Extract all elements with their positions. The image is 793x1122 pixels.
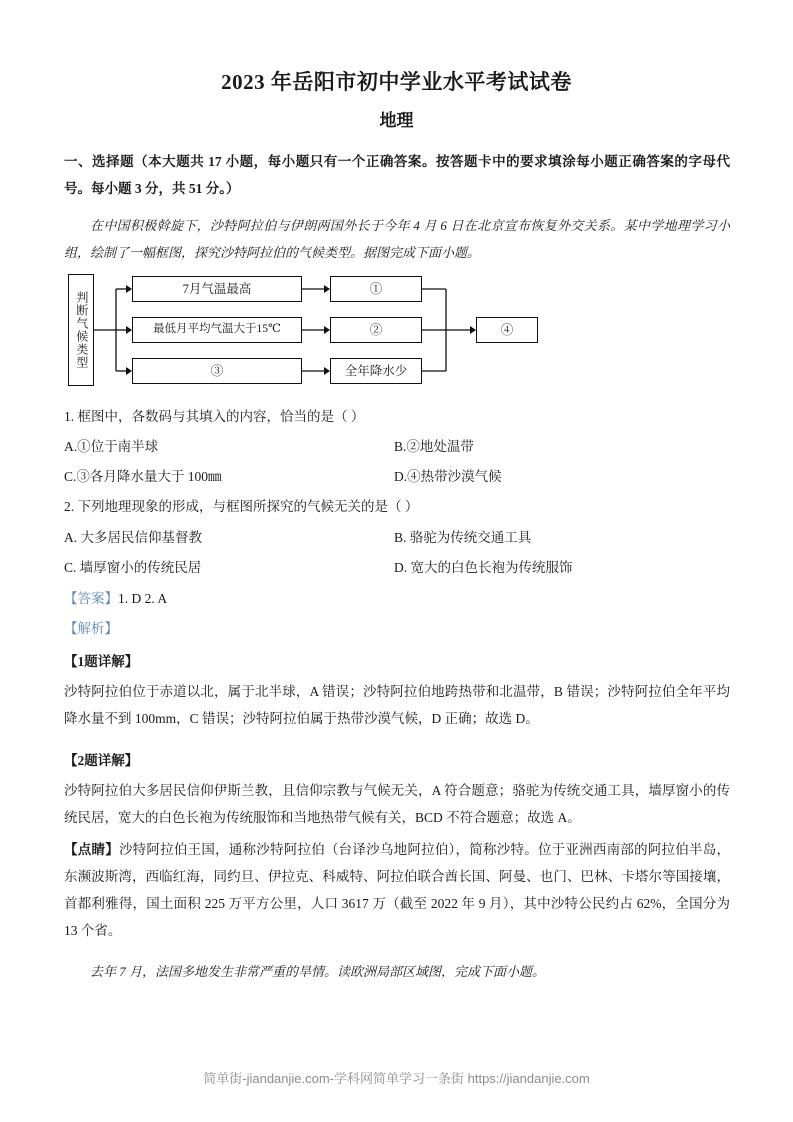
question-2-options-row-1 xyxy=(64,524,730,551)
flowchart-final-box: ④ xyxy=(476,317,538,343)
detail-2-label: 【2题详解】 xyxy=(64,753,139,768)
question-1-options-row-1 xyxy=(64,433,730,460)
subject-title: 地理 xyxy=(379,111,414,130)
section-heading: 一、选择题（本大题共 17 小题，每小题只有一个正确答案。按答题卡中的要求填涂每小题正确答案的字母代号。每小题 3 分，共 51 分。） xyxy=(64,154,730,196)
flowchart-mid-box-1: 7月气温最高 xyxy=(132,276,302,302)
flowchart-mid-box-3: ③ xyxy=(132,358,302,384)
question-2-options-row-2 xyxy=(64,554,730,581)
passage-1: 在中国积极斡旋下，沙特阿拉伯与伊朗两国外长于今年 4 月 6 日在北京宣布恢复外交关系。某中学地理学习小组，绘制了一幅框图，探究沙特阿拉伯的气候类型。据图完成下面小题。 xyxy=(64,218,730,260)
question-1-option-d[interactable]: D.④热带沙漠气候 xyxy=(394,469,502,484)
answer-label: 【答案】 xyxy=(64,591,118,606)
flowchart-right-box-3: 全年降水少 xyxy=(330,358,422,384)
flowchart-right-box-2: ② xyxy=(330,317,422,343)
question-1-option-c[interactable]: C.③各月降水量大于 100㎜ xyxy=(64,469,222,484)
tip-text: 沙特阿拉伯王国，通称沙特阿拉伯（台译沙乌地阿拉伯），简称沙特。位于亚洲西南部的阿拉伯半岛，东濒波斯湾，西临红海，同约旦、伊拉克、科威特、阿拉伯联合酋长国、阿曼、也门、巴林、卡塔尔等国接壤，首都利雅得，国土面积 225 万平方公里，人口 3617 万（截至 2022 年 9 月），其中沙特公民约占 62%，全国分为 13 个省。 xyxy=(64,842,730,938)
question-1-option-b[interactable]: B.②地处温带 xyxy=(394,439,474,454)
passage-2: 去年 7 月，法国多地发生非常严重的旱情。读欧洲局部区域图，完成下面小题。 xyxy=(90,964,546,979)
climate-type-flowchart xyxy=(64,274,544,386)
detail-2-text: 沙特阿拉伯大多居民信仰伊斯兰教，且信仰宗教与气候无关，A 符合题意；骆驼为传统交通工具，墙厚窗小的传统民居，宽大的白色长袍为传统服饰和当地热带气候有关，BCD 不符合题意；故选 A。 xyxy=(64,783,730,825)
question-2-option-c[interactable]: C. 墙厚窗小的传统民居 xyxy=(64,560,202,575)
answer-line xyxy=(64,585,730,612)
question-1-options-row-2 xyxy=(64,463,730,490)
footer-watermark: 简单街-jiandanjie.com-学科网简单学习一条街 https://jiandanjie.com xyxy=(203,1071,590,1086)
tip-paragraph xyxy=(64,836,730,944)
question-2-option-d[interactable]: D. 宽大的白色长袍为传统服饰 xyxy=(394,560,573,575)
question-2-option-b[interactable]: B. 骆驼为传统交通工具 xyxy=(394,530,532,545)
detail-1-label: 【1题详解】 xyxy=(64,654,139,669)
flowchart-right-box-1: ① xyxy=(330,276,422,302)
flowchart-root-label: 判断气候类型 xyxy=(68,274,94,386)
analysis-label: 【解析】 xyxy=(64,621,118,636)
answer-values: 1. D 2. A xyxy=(118,591,168,606)
question-1-stem: 1. 框图中，各数码与其填入的内容，恰当的是（ ） xyxy=(64,409,365,424)
page-title: 2023 年岳阳市初中学业水平考试试卷 xyxy=(221,70,572,94)
flowchart-mid-box-2: 最低月平均气温大于15℃ xyxy=(132,317,302,343)
tip-label: 【点睛】 xyxy=(64,842,119,857)
question-1-option-a[interactable]: A.①位于南半球 xyxy=(64,439,159,454)
question-2-option-a[interactable]: A. 大多居民信仰基督教 xyxy=(64,530,202,545)
detail-1-text: 沙特阿拉伯位于赤道以北，属于北半球，A 错误；沙特阿拉伯地跨热带和北温带，B 错误；沙特阿拉伯全年平均降水量不到 100mm，C 错误；沙特阿拉伯属于热带沙漠气候，D 正确；故选 D。 xyxy=(64,684,730,726)
question-2-stem: 2. 下列地理现象的形成，与框图所探究的气候无关的是（ ） xyxy=(64,499,419,514)
